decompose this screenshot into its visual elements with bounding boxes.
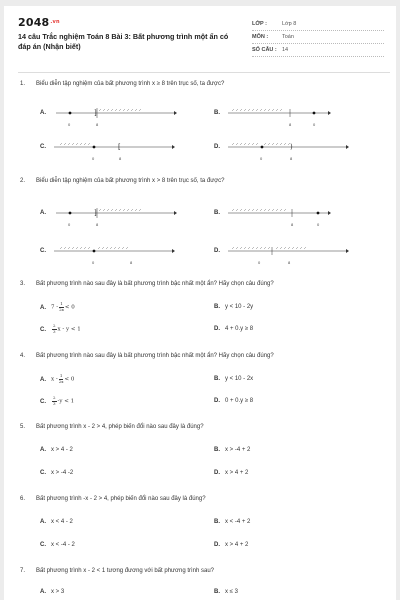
question-3-option-d[interactable]: D. 4 + 0.y ≥ 8	[214, 326, 254, 332]
tick-label: 8	[119, 156, 122, 161]
site-logo[interactable]: $2048^{.vn}$	[18, 16, 60, 29]
tick-label: 0	[260, 156, 263, 161]
number-line	[228, 139, 348, 163]
question-2-text: 2. Biểu diễn tập nghiệm của bất phương trình x > 8 trên trục số, ta được?	[20, 178, 225, 184]
tick-label: 8	[96, 222, 99, 227]
tick-label: 0	[92, 156, 95, 161]
tick-label: 0	[313, 122, 316, 127]
question-5-option-c[interactable]: C. x > -4 -2	[40, 470, 74, 476]
svg-text:): )	[290, 143, 293, 151]
meta-key: SỐ CÂU :	[252, 47, 277, 53]
question-4-text: 4. Bất phương trình nào sau đây là bất phương trình bậc nhất một ẩn? Hãy chọn câu đúng?	[20, 353, 274, 359]
question-2-option-d[interactable]: D.	[214, 248, 220, 254]
question-4-option-b[interactable]: B. y < 10 - 2x	[214, 376, 254, 382]
question-1-option-c[interactable]: C.	[40, 144, 46, 150]
question-6-option-a[interactable]: A. x < 4 - 2	[40, 519, 73, 525]
question-3-option-a[interactable]: A. 7 - $\frac{1}{2x}$ < 0	[40, 301, 75, 312]
header-divider	[18, 72, 390, 73]
number-line	[228, 105, 348, 129]
question-6-text: 6. Bất phương trình -x - 2 > 4, phép biến đổi nào sau đây là đúng?	[20, 496, 206, 502]
question-5-text: 5. Bất phương trình x - 2 > 4, phép biến đổi nào sau đây là đúng?	[20, 424, 204, 430]
tick-label: 8	[289, 122, 292, 127]
question-1-option-b[interactable]: B.	[214, 110, 220, 116]
question-2-option-a[interactable]: A.	[40, 210, 46, 216]
question-3-option-b[interactable]: B. y < 10 - 2y	[214, 304, 254, 310]
question-1-option-a[interactable]: A.	[40, 110, 46, 116]
tick-label: 0	[68, 122, 71, 127]
question-7-option-b[interactable]: B. x ≤ 3	[214, 589, 238, 595]
question-4-option-c[interactable]: C. $\frac{2}{3}$ -y < 1	[40, 395, 75, 406]
tick-label: 8	[130, 260, 133, 265]
number-line	[228, 243, 348, 267]
meta-row-subject	[252, 31, 384, 44]
question-6-option-c[interactable]: C. x < -4 - 2	[40, 542, 75, 548]
tick-label: 0	[92, 260, 95, 265]
question-1-option-d[interactable]: D.	[214, 144, 220, 150]
svg-text:[: [	[118, 143, 121, 151]
meta-row-count	[252, 44, 384, 57]
number-line	[54, 243, 174, 267]
document-title: 14 câu Trắc nghiệm Toán 8 Bài 3: Bất phương trình một ẩn có đáp án (Nhận biết)	[18, 32, 229, 51]
number-line	[54, 139, 174, 163]
question-7-option-a[interactable]: A. x > 3	[40, 589, 65, 595]
svg-text:]: ]	[94, 109, 97, 117]
question-5-option-d[interactable]: D. x > 4 + 2	[214, 470, 249, 476]
tick-label: 0	[258, 260, 261, 265]
question-7-text: 7. Bất phương trình x - 2 < 1 tương đương với bất phương trình sau?	[20, 568, 215, 574]
document-header	[4, 6, 396, 62]
tick-label: 8	[288, 260, 291, 265]
meta-key: LỚP :	[252, 21, 267, 27]
tick-label: 0	[68, 222, 71, 227]
number-line	[56, 105, 176, 129]
meta-value: Lớp 8	[282, 21, 297, 27]
meta-value: Toán	[282, 34, 294, 40]
question-1-text: 1. Biểu diễn tập nghiệm của bất phương trình x ≥ 8 trên trục số, ta được?	[20, 81, 225, 87]
question-2-option-c[interactable]: C.	[40, 248, 46, 254]
document-meta	[252, 18, 384, 57]
question-3-text: 3. Bất phương trình nào sau đây là bất phương trình bậc nhất một ẩn? Hãy chọn câu đúng?	[20, 281, 274, 287]
svg-text:]: ]	[94, 209, 97, 217]
tick-label: 0	[317, 222, 320, 227]
question-5-option-a[interactable]: A. x > 4 - 2	[40, 447, 73, 453]
question-4-option-d[interactable]: D. 0 + 0.y ≥ 8	[214, 398, 254, 404]
number-line	[56, 205, 176, 229]
question-3-option-c[interactable]: C. $\frac{2}{3}$ x - y < 1	[40, 323, 81, 334]
question-2-option-b[interactable]: B.	[214, 210, 220, 216]
document-page	[4, 6, 396, 600]
meta-value: 14	[282, 47, 289, 53]
meta-row-class	[252, 18, 384, 31]
tick-label: 8	[290, 156, 293, 161]
question-6-option-b[interactable]: B. x < -4 + 2	[214, 519, 251, 525]
meta-key: MÔN :	[252, 34, 269, 40]
number-line	[228, 205, 348, 229]
question-5-option-b[interactable]: B. x > -4 + 2	[214, 447, 251, 453]
question-4-option-a[interactable]: A. x - $\frac{1}{2x}$ < 0	[40, 373, 75, 384]
tick-label: 8	[96, 122, 99, 127]
tick-label: 8	[291, 222, 294, 227]
question-6-option-d[interactable]: D. x > 4 + 2	[214, 542, 249, 548]
